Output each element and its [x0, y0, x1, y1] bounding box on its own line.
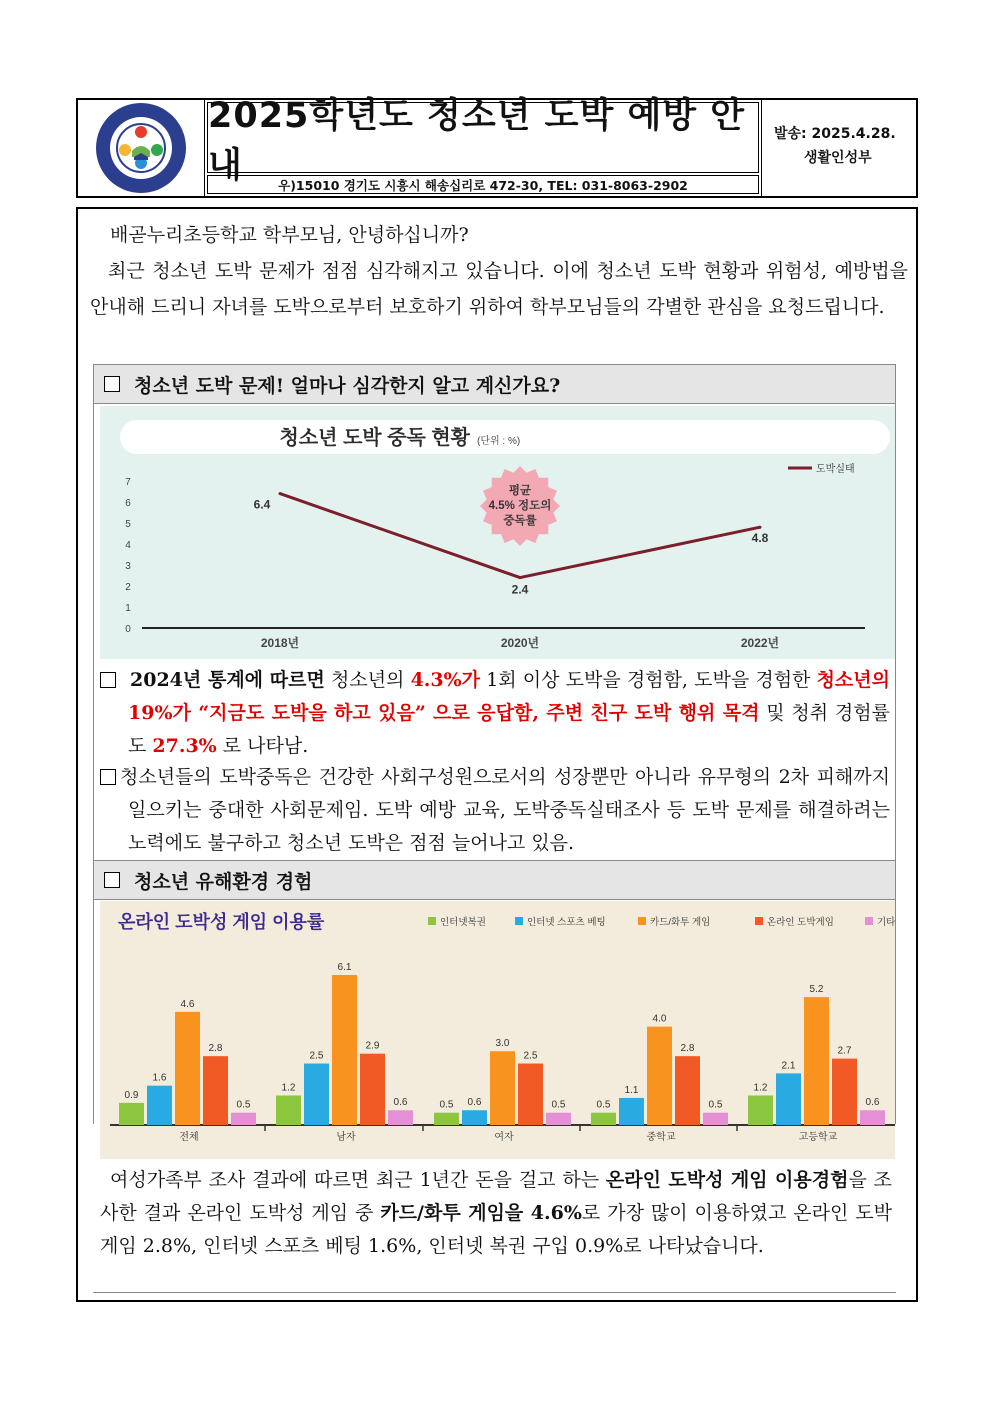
badge-text: 4.5% 정도의 — [488, 500, 552, 512]
bar — [360, 1054, 385, 1125]
data-label: 6.4 — [253, 497, 271, 512]
y-tick-label: 7 — [125, 477, 131, 488]
bullet1-part8: 로 나타남. — [216, 735, 309, 757]
bar-data-label: 2.5 — [309, 1050, 324, 1062]
y-tick-label: 4 — [125, 540, 131, 551]
chart2-legend — [428, 916, 895, 928]
checkbox-icon — [100, 769, 116, 785]
bar-data-label: 1.1 — [624, 1084, 639, 1096]
bullet1-part1: 2024년 통계에 따르면 — [130, 669, 325, 691]
bullet1-part7: 27.3% — [152, 735, 217, 757]
bar-data-label: 4.6 — [180, 998, 195, 1010]
checkbox-icon — [104, 872, 120, 888]
bar-data-label: 0.6 — [865, 1097, 880, 1109]
legend-label: 기타 — [877, 917, 895, 928]
summary-part1: 여성가족부 조사 결과에 따르면 최근 1년간 돈을 걸고 하는 — [110, 1169, 606, 1191]
summary-part4: 카드/화투 게임을 4.6% — [380, 1202, 582, 1224]
bar-data-label: 0.5 — [439, 1099, 454, 1111]
bar-data-label: 0.5 — [708, 1099, 723, 1111]
issue-date: 발송: 2025.4.28. — [774, 126, 896, 142]
x-tick-label: 2018년 — [260, 636, 300, 650]
data-point — [759, 526, 762, 529]
bar-data-label: 1.2 — [753, 1082, 768, 1094]
bar-data-label: 1.2 — [281, 1082, 296, 1094]
data-point — [279, 492, 282, 495]
title-cell — [205, 95, 762, 196]
letter-header — [76, 95, 918, 198]
legend-label: 카드/화투 게임 — [650, 917, 711, 928]
bar — [231, 1113, 256, 1125]
section2-heading-text: 청소년 유해환경 경험 — [134, 870, 313, 893]
y-tick-label: 2 — [125, 582, 131, 593]
bar — [647, 1027, 672, 1125]
x-tick-label: 2022년 — [740, 636, 780, 650]
bar-data-label: 6.1 — [337, 962, 352, 973]
bar-data-label: 4.0 — [652, 1013, 667, 1025]
bullet1-part4: 1회 이상 도박을 경험함, 도박을 경험한 — [480, 669, 817, 691]
summary-paragraph — [100, 1164, 892, 1263]
intro-text — [90, 217, 908, 325]
legend-label: 온라인 도박게임 — [767, 917, 834, 928]
summary-part2: 온라인 도박성 게임 이용경험 — [605, 1169, 849, 1191]
bullet1 — [100, 664, 890, 763]
online-gambling-bar-chart — [100, 901, 895, 1159]
legend-swatch — [515, 917, 523, 925]
bullet1-part2: 청소년의 — [324, 669, 411, 691]
page-title: 2025학년도 청소년 도박 예방 안내 — [207, 102, 759, 173]
badge-text: 중독률 — [503, 515, 537, 527]
category-label: 여자 — [494, 1132, 514, 1143]
y-tick-label: 1 — [125, 603, 131, 614]
y-tick-label: 0 — [125, 624, 131, 635]
category-label: 고등학교 — [798, 1132, 838, 1143]
chart1-unit: (단위 : %) — [477, 436, 521, 447]
department: 생활인성부 — [804, 150, 872, 166]
gambling-addiction-line-chart — [100, 406, 895, 659]
bar — [175, 1012, 200, 1125]
legend-label: 인터넷 스포츠 베팅 — [527, 917, 606, 928]
bar — [490, 1051, 515, 1125]
panel-bottom-line — [93, 1292, 896, 1293]
y-tick-label: 5 — [125, 519, 131, 530]
bar-data-label: 2.1 — [781, 1060, 796, 1072]
data-point — [519, 576, 522, 579]
bullet1-part3: 4.3%가 — [410, 669, 481, 691]
bar — [119, 1103, 144, 1125]
legend-swatch — [755, 917, 763, 925]
school-address: 우)15010 경기도 시흥시 해송십리로 472-30, TEL: 031-8063-2902 — [207, 175, 759, 194]
section1-heading-text: 청소년 도박 문제! 얼마나 심각한지 알고 계신가요? — [134, 374, 561, 397]
bar-data-label: 2.9 — [365, 1040, 380, 1052]
average-rate-badge — [480, 466, 560, 546]
bullet1-part5: 청소년의 19%가 “지금도 도박을 하고 있음” 으로 응답함, 주변 친구 도박 행위 목격 — [128, 669, 890, 724]
intro-paragraph: 최근 청소년 도박 문제가 점점 심각해지고 있습니다. 이에 청소년 도박 현황과 위험성, 예방법을 안내해 드리니 자녀를 도박으로부터 보호하기 위하여 학부모님들의 각별한 관심을 요청드립니다. — [90, 260, 908, 318]
category-label: 남자 — [336, 1132, 356, 1143]
bullet2 — [100, 761, 890, 860]
chart1-title: 청소년 도박 중독 현황 — [279, 427, 470, 449]
legend-label: 인터넷복권 — [440, 917, 486, 928]
bar — [518, 1064, 543, 1125]
chart2-title: 온라인 도박성 게임 이용률 — [118, 912, 325, 932]
y-tick-label: 6 — [125, 498, 131, 509]
data-label: 4.8 — [751, 531, 769, 546]
checkbox-icon — [100, 672, 116, 688]
letter-body — [76, 207, 918, 1302]
bar — [203, 1056, 228, 1125]
bar — [832, 1059, 857, 1125]
summary-part3: 을 조사한 결과 온라인 도박성 게임 중 — [100, 1169, 892, 1224]
bar-data-label: 0.5 — [596, 1099, 611, 1111]
bar — [546, 1113, 571, 1125]
bar — [304, 1064, 329, 1125]
data-label: 2.4 — [511, 582, 529, 597]
legend-swatch — [428, 917, 436, 925]
y-tick-label: 3 — [125, 561, 131, 572]
bar-data-label: 1.6 — [152, 1072, 167, 1084]
bar — [619, 1098, 644, 1125]
bar — [147, 1086, 172, 1125]
bar-data-label: 0.9 — [124, 1089, 139, 1101]
bar — [434, 1113, 459, 1125]
legend-swatch — [865, 917, 873, 925]
bar — [332, 975, 357, 1125]
bar-data-label: 2.8 — [208, 1043, 223, 1055]
bar — [675, 1056, 700, 1125]
section2-heading — [93, 860, 896, 900]
bar-data-label: 5.2 — [809, 984, 824, 996]
greeting: 배곧누리초등학교 학부모님, 안녕하십니까? — [110, 224, 469, 246]
category-label: 전체 — [179, 1132, 199, 1143]
bar-data-label: 2.8 — [680, 1043, 695, 1055]
x-tick-label: 2020년 — [500, 636, 540, 650]
bar — [776, 1073, 801, 1125]
bar-data-label: 3.0 — [495, 1038, 510, 1050]
chart1-legend-label: 도박실태 — [816, 464, 855, 475]
bar-data-label: 0.6 — [467, 1097, 482, 1109]
school-seal-icon — [92, 101, 190, 195]
bar-data-label: 0.5 — [236, 1099, 251, 1111]
section1-heading — [93, 364, 896, 404]
bar-data-label: 0.5 — [551, 1099, 566, 1111]
bar — [860, 1110, 885, 1125]
summary-part5: 로 가장 많이 이용하였고 온라인 도박게임 2.8%, 인터넷 스포츠 베팅 1.6%, 인터넷 복권 구입 0.9%로 나타났습니다. — [100, 1202, 892, 1257]
bar-data-label: 0.6 — [393, 1097, 408, 1109]
badge-text: 평균 — [508, 485, 532, 497]
bar-data-label: 2.5 — [523, 1050, 538, 1062]
bar — [703, 1113, 728, 1125]
bullet2-text: 청소년들의 도박중독은 건강한 사회구성원으로서의 성장뿐만 아니라 유무형의 2차 피해까지 일으키는 중대한 사회문제임. 도박 예방 교육, 도박중독실태조사 등 도박 문제를 해결하려는 노력에도 불구하고 청소년 도박은 점점 늘어나고 있음. — [120, 766, 890, 854]
bar — [276, 1095, 301, 1125]
bar — [591, 1113, 616, 1125]
bullet1-part6: 및 청취 경험률도 — [128, 702, 890, 757]
category-label: 중학교 — [646, 1132, 676, 1143]
checkbox-icon — [104, 376, 120, 392]
legend-swatch — [638, 917, 646, 925]
bar-data-label: 2.7 — [837, 1045, 852, 1057]
issue-info — [762, 100, 916, 196]
bar — [462, 1110, 487, 1125]
school-logo-cell — [78, 100, 205, 196]
bar — [388, 1110, 413, 1125]
bar — [748, 1095, 773, 1125]
bar — [804, 997, 829, 1125]
